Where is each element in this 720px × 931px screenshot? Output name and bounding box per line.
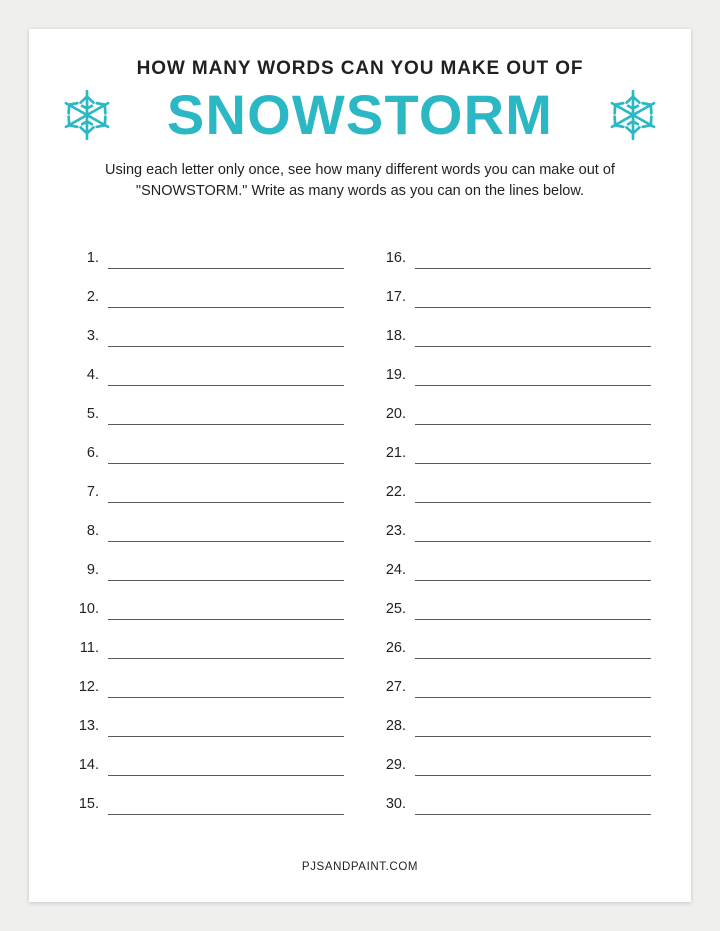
line-number: 13. bbox=[78, 718, 99, 734]
line-number: 17. bbox=[385, 289, 406, 305]
list-item[interactable] bbox=[69, 581, 344, 620]
line-number: 18. bbox=[385, 328, 406, 344]
snowflake-icon bbox=[606, 88, 660, 142]
answer-line[interactable] bbox=[415, 696, 651, 698]
answer-line[interactable] bbox=[415, 735, 651, 737]
line-number: 22. bbox=[385, 484, 406, 500]
line-number: 9. bbox=[86, 562, 99, 578]
answer-line[interactable] bbox=[415, 267, 651, 269]
answer-line[interactable] bbox=[108, 657, 344, 659]
line-number: 20. bbox=[385, 406, 406, 422]
answer-line[interactable] bbox=[108, 774, 344, 776]
answer-line[interactable] bbox=[415, 813, 651, 815]
answer-line[interactable] bbox=[108, 696, 344, 698]
list-item[interactable] bbox=[376, 269, 651, 308]
answer-line[interactable] bbox=[415, 306, 651, 308]
line-number: 27. bbox=[385, 679, 406, 695]
line-number: 3. bbox=[86, 328, 99, 344]
list-item[interactable] bbox=[376, 308, 651, 347]
list-item[interactable] bbox=[69, 620, 344, 659]
list-item[interactable] bbox=[69, 464, 344, 503]
answer-line[interactable] bbox=[108, 384, 344, 386]
list-item[interactable] bbox=[376, 776, 651, 815]
list-item[interactable] bbox=[376, 347, 651, 386]
answer-line[interactable] bbox=[415, 384, 651, 386]
answer-line[interactable] bbox=[415, 579, 651, 581]
list-item[interactable] bbox=[69, 308, 344, 347]
answer-line[interactable] bbox=[108, 579, 344, 581]
answer-line[interactable] bbox=[108, 267, 344, 269]
answer-line[interactable] bbox=[108, 540, 344, 542]
line-number: 6. bbox=[86, 445, 99, 461]
answer-line[interactable] bbox=[108, 735, 344, 737]
answer-line[interactable] bbox=[415, 540, 651, 542]
list-item[interactable] bbox=[376, 659, 651, 698]
answer-line[interactable] bbox=[415, 345, 651, 347]
answer-line[interactable] bbox=[415, 774, 651, 776]
line-number: 23. bbox=[385, 523, 406, 539]
list-item[interactable] bbox=[69, 347, 344, 386]
worksheet-page bbox=[29, 29, 691, 902]
list-item[interactable] bbox=[69, 230, 344, 269]
list-item[interactable] bbox=[69, 425, 344, 464]
snowflake-icon bbox=[60, 88, 114, 142]
answer-line[interactable] bbox=[415, 462, 651, 464]
line-number: 10. bbox=[78, 601, 99, 617]
list-item[interactable] bbox=[376, 698, 651, 737]
line-number: 2. bbox=[86, 289, 99, 305]
list-item[interactable] bbox=[376, 425, 651, 464]
line-number: 11. bbox=[79, 640, 99, 656]
answer-line[interactable] bbox=[108, 423, 344, 425]
list-item[interactable] bbox=[69, 542, 344, 581]
instructions-text: Using each letter only once, see how many different words you can make out of "SNOWSTORM." Write as many words as you can on the lines below. bbox=[105, 162, 615, 199]
answer-column-left bbox=[69, 230, 344, 815]
line-number: 12. bbox=[78, 679, 99, 695]
answer-line[interactable] bbox=[108, 306, 344, 308]
line-number: 14. bbox=[78, 757, 99, 773]
line-number: 7. bbox=[86, 484, 99, 500]
line-number: 26. bbox=[385, 640, 406, 656]
list-item[interactable] bbox=[376, 620, 651, 659]
line-number: 29. bbox=[385, 757, 406, 773]
list-item[interactable] bbox=[376, 464, 651, 503]
line-number: 19. bbox=[385, 367, 406, 383]
answer-line[interactable] bbox=[108, 813, 344, 815]
answer-column-right bbox=[376, 230, 651, 815]
line-number: 15. bbox=[78, 796, 99, 812]
list-item[interactable] bbox=[69, 659, 344, 698]
answer-line[interactable] bbox=[415, 618, 651, 620]
list-item[interactable] bbox=[69, 386, 344, 425]
line-number: 5. bbox=[86, 406, 99, 422]
line-number: 30. bbox=[385, 796, 406, 812]
list-item[interactable] bbox=[69, 776, 344, 815]
answer-line[interactable] bbox=[108, 462, 344, 464]
line-number: 21. bbox=[385, 445, 406, 461]
list-item[interactable] bbox=[69, 698, 344, 737]
list-item[interactable] bbox=[376, 503, 651, 542]
line-number: 24. bbox=[385, 562, 406, 578]
answer-line[interactable] bbox=[415, 657, 651, 659]
worksheet-header bbox=[29, 29, 691, 202]
list-item[interactable] bbox=[69, 737, 344, 776]
list-item[interactable] bbox=[69, 269, 344, 308]
answer-line[interactable] bbox=[415, 501, 651, 503]
answer-line[interactable] bbox=[108, 501, 344, 503]
footer-credit: PJSANDPAINT.COM bbox=[301, 861, 419, 873]
line-number: 28. bbox=[385, 718, 406, 734]
answer-line[interactable] bbox=[108, 345, 344, 347]
answer-lines bbox=[29, 230, 691, 815]
worksheet-sheet bbox=[29, 29, 691, 902]
line-number: 16. bbox=[385, 250, 406, 266]
list-item[interactable] bbox=[376, 581, 651, 620]
page-title: SNOWSTORM bbox=[166, 83, 554, 146]
line-number: 25. bbox=[385, 601, 406, 617]
list-item[interactable] bbox=[69, 503, 344, 542]
page-kicker: HOW MANY WORDS CAN YOU MAKE OUT OF bbox=[136, 58, 584, 79]
line-number: 4. bbox=[86, 367, 99, 383]
list-item[interactable] bbox=[376, 542, 651, 581]
list-item[interactable] bbox=[376, 737, 651, 776]
answer-line[interactable] bbox=[415, 423, 651, 425]
line-number: 1. bbox=[86, 250, 99, 266]
line-number: 8. bbox=[86, 523, 99, 539]
title-row bbox=[29, 82, 691, 148]
answer-line[interactable] bbox=[108, 618, 344, 620]
list-item[interactable] bbox=[376, 230, 651, 269]
list-item[interactable] bbox=[376, 386, 651, 425]
